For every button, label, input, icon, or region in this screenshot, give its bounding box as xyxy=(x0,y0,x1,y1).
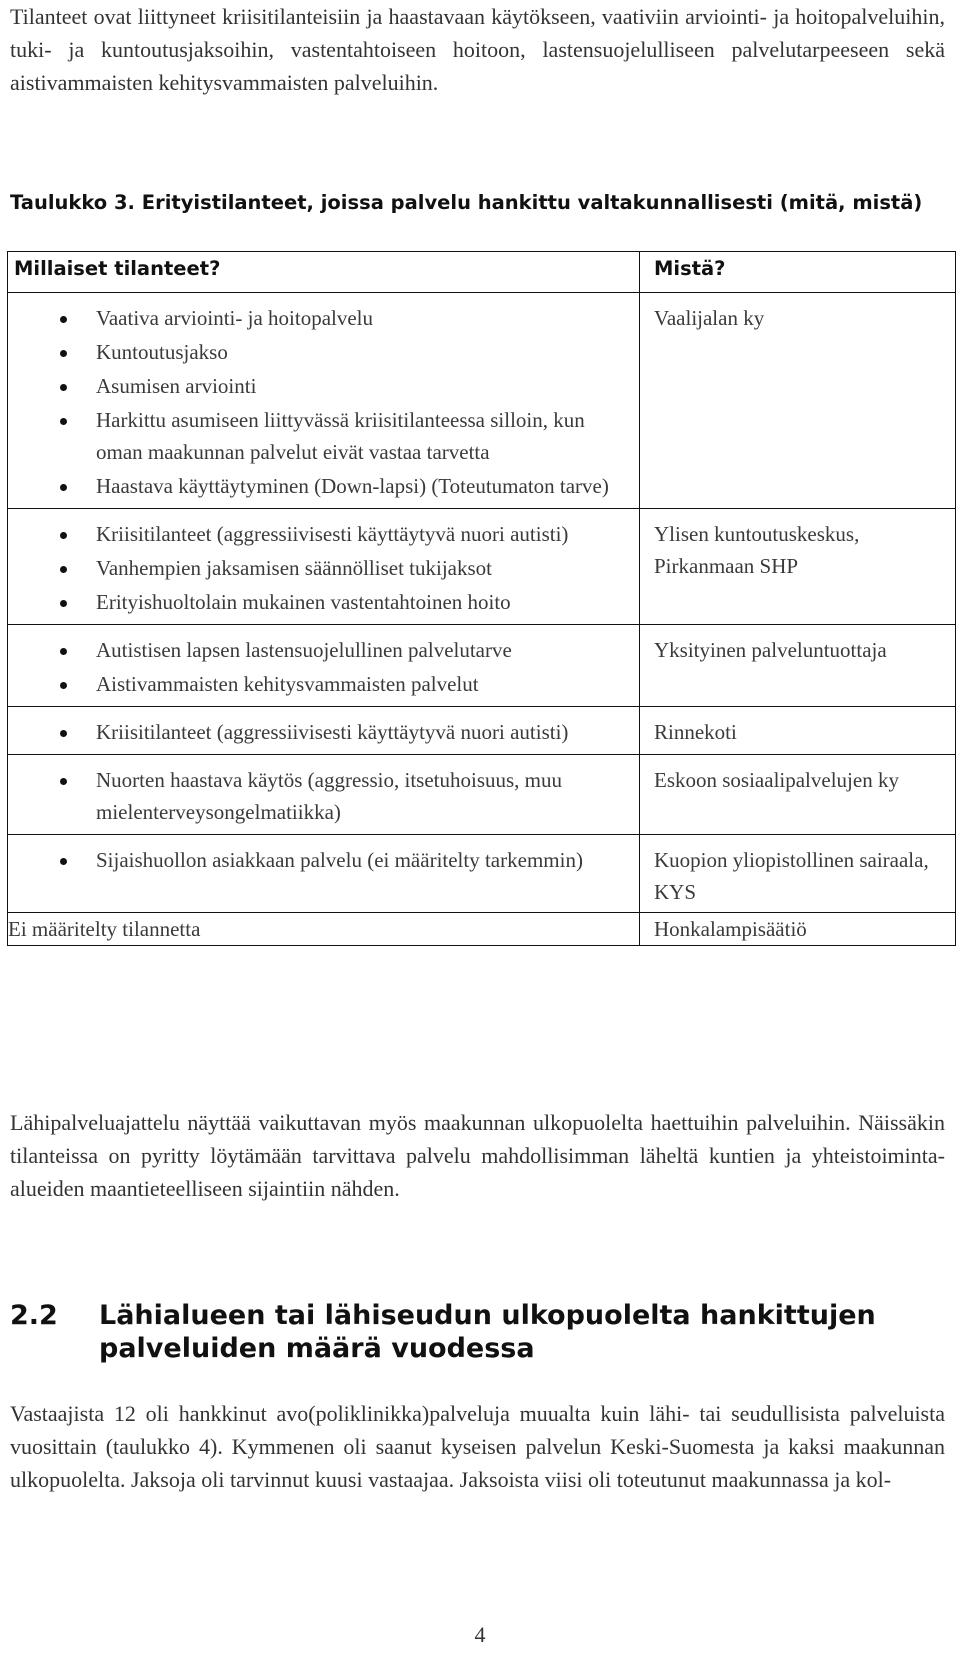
bullet-icon xyxy=(60,384,67,391)
list-item-text: Haastava käyttäytyminen (Down-lapsi) (Toteutumaton tarve) xyxy=(96,474,609,498)
source-text: Yksityinen palveluntuottaja xyxy=(654,638,887,662)
table-body xyxy=(8,293,956,946)
situations-list xyxy=(8,835,639,882)
header-situations: Millaiset tilanteet? xyxy=(8,252,640,293)
list-item xyxy=(96,586,631,618)
situation-cell: Ei määritelty tilannetta xyxy=(8,913,640,946)
bullet-icon xyxy=(60,682,67,689)
list-item xyxy=(96,668,631,700)
situations-list xyxy=(8,755,639,834)
situations-list xyxy=(8,293,639,508)
list-item-text: Vanhempien jaksamisen säännölliset tukijaksot xyxy=(96,556,493,580)
list-item-text: Sijaishuollon asiakkaan palvelu (ei määritelty tarkemmin) xyxy=(96,848,583,872)
source-cell xyxy=(640,509,956,625)
situations-list xyxy=(8,707,639,754)
list-item xyxy=(96,844,631,876)
list-item xyxy=(96,370,631,402)
list-item xyxy=(96,404,631,468)
list-item xyxy=(96,552,631,584)
header-where: Mistä? xyxy=(640,252,956,293)
table-3 xyxy=(7,251,956,946)
situations-cell xyxy=(8,293,640,509)
list-item xyxy=(96,470,631,502)
last-paragraph: Vastaajista 12 oli hankkinut avo(poliklinikka)palveluja muualta kuin lähi- tai seudullisista palveluista vuosittain (taulukko 4). Kymmenen oli saanut kyseisen palvelun Keski-Suomesta ja kaksi maakunnan ulkopuolelta. Jaksoja oli tarvinnut kuusi vastaajaa. Jaksoista viisi oli toteutunut maakunnassa ja kol- xyxy=(10,1401,945,1492)
source-cell xyxy=(640,707,956,755)
table-row xyxy=(8,293,956,509)
bullet-icon xyxy=(60,778,67,785)
source-text: Ylisen kuntoutuskeskus, Pirkanmaan SHP xyxy=(654,522,860,578)
bullet-icon xyxy=(60,648,67,655)
source-cell xyxy=(640,835,956,913)
table-caption: Taulukko 3. Erityistilanteet, joissa palvelu hankittu valtakunnallisesti (mitä, mistä) xyxy=(10,191,923,214)
list-item-text: Autistisen lapsen lastensuojelullinen palvelutarve xyxy=(96,638,512,662)
list-item-text: Harkittu asumiseen liittyvässä kriisitilanteessa silloin, kun oman maakunnan palvelut eivät vastaa tarvetta xyxy=(96,408,585,464)
list-item xyxy=(96,302,631,334)
bullet-icon xyxy=(60,600,67,607)
source-cell xyxy=(640,625,956,707)
list-item-text: Aistivammaisten kehitysvammaisten palvelut xyxy=(96,672,479,696)
bullet-icon xyxy=(60,730,67,737)
source-text: Kuopion yliopistollinen sairaala, KYS xyxy=(654,848,929,904)
list-item-text: Erityishuoltolain mukainen vastentahtoinen hoito xyxy=(96,590,511,614)
situations-cell xyxy=(8,509,640,625)
list-item xyxy=(96,764,631,828)
list-item xyxy=(96,518,631,550)
situations-list xyxy=(8,625,639,706)
situations-cell xyxy=(8,707,640,755)
intro-paragraph: Tilanteet ovat liittyneet kriisitilanteisiin ja haastavaan käytökseen, vaativiin arviointi- ja hoitopalveluihin, tuki- ja kuntoutusjaksoihin, vastentahtoiseen hoitoon, lastensuojelulliseen palvelutarpeeseen sekä aistivammaisten kehitysvammaisten palveluihin. xyxy=(10,4,945,95)
source-cell xyxy=(640,755,956,835)
list-item xyxy=(96,716,631,748)
source-cell xyxy=(640,293,956,509)
after-paragraph: Lähipalveluajattelu näyttää vaikuttavan myös maakunnan ulkopuolelta haettuihin palveluihin. Näissäkin tilanteissa on pyritty löytämään tarvittava palvelu mahdollisimman läheltä kuntien ja yhteistoiminta-alueiden maantieteelliseen sijaintiin nähden. xyxy=(10,1110,945,1201)
situations-cell xyxy=(8,835,640,913)
bullet-icon xyxy=(60,858,67,865)
bullet-icon xyxy=(60,566,67,573)
list-item-text: Kuntoutusjakso xyxy=(96,340,228,364)
source-text: Rinnekoti xyxy=(654,720,737,744)
table-row xyxy=(8,835,956,913)
situations-list xyxy=(8,509,639,624)
bullet-icon xyxy=(60,316,67,323)
source-cell: Honkalampisäätiö xyxy=(640,913,956,946)
table-row xyxy=(8,755,956,835)
bullet-icon xyxy=(60,418,67,425)
list-item xyxy=(96,336,631,368)
table-row-last xyxy=(8,913,956,946)
list-item-text: Nuorten haastava käytös (aggressio, itsetuhoisuus, muu mielenterveysongelmatiikka) xyxy=(96,768,562,824)
source-text: Vaalijalan ky xyxy=(654,306,765,330)
bullet-icon xyxy=(60,532,67,539)
list-item-text: Kriisitilanteet (aggressiivisesti käyttäytyvä nuori autisti) xyxy=(96,720,569,744)
list-item xyxy=(96,634,631,666)
situations-cell xyxy=(8,755,640,835)
page-number: 4 xyxy=(474,1622,486,1647)
source-text: Eskoon sosiaalipalvelujen ky xyxy=(654,768,899,792)
bullet-icon xyxy=(60,484,67,491)
section-heading xyxy=(10,1299,945,1365)
list-item-text: Vaativa arviointi- ja hoitopalvelu xyxy=(96,306,373,330)
list-item-text: Asumisen arviointi xyxy=(96,374,257,398)
situations-cell xyxy=(8,625,640,707)
list-item-text: Kriisitilanteet (aggressiivisesti käyttäytyvä nuori autisti) xyxy=(96,522,569,546)
section-number: 2.2 xyxy=(10,1300,58,1331)
bullet-icon xyxy=(60,350,67,357)
table-row xyxy=(8,707,956,755)
table-row xyxy=(8,509,956,625)
table-header-row xyxy=(8,252,956,293)
table-row xyxy=(8,625,956,707)
section-title: Lähialueen tai lähiseudun ulkopuolelta hankittujen palveluiden määrä vuodessa xyxy=(99,1300,876,1364)
